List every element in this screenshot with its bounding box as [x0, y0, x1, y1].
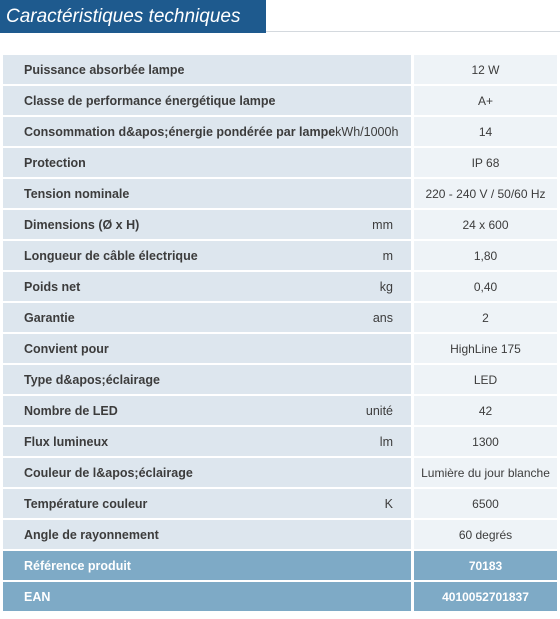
spec-value: Lumière du jour blanche: [414, 458, 557, 489]
spec-row-ean: [3, 582, 557, 613]
spec-label: Température couleur: [24, 496, 148, 511]
spec-unit: K: [384, 496, 393, 511]
spec-unit: ans: [372, 310, 393, 325]
spec-label-cell: [3, 427, 414, 458]
spec-label-cell: [3, 458, 414, 489]
spec-row-light-color: [3, 458, 557, 489]
spec-label-cell: [3, 489, 414, 520]
spec-unit: mm: [372, 217, 393, 232]
spec-label-cell: [3, 272, 414, 303]
spec-row-product-reference: [3, 551, 557, 582]
spec-row-cable-length: [3, 241, 557, 272]
specs-table: [3, 55, 557, 613]
spec-label-cell: [3, 241, 414, 272]
spec-value: 12 W: [414, 55, 557, 86]
spec-label-cell: [3, 148, 414, 179]
spec-row-power: [3, 55, 557, 86]
spec-unit: kWh/1000h: [335, 124, 399, 139]
spec-value: LED: [414, 365, 557, 396]
spec-row-consumption: [3, 117, 557, 148]
spec-value: A+: [414, 86, 557, 117]
spec-label: Référence produit: [24, 558, 131, 573]
spec-value: 24 x 600: [414, 210, 557, 241]
spec-value: 1,80: [414, 241, 557, 272]
spec-unit: m: [382, 248, 393, 263]
spec-label-cell: [3, 117, 414, 148]
spec-label-cell: [3, 551, 414, 582]
spec-label-cell: [3, 55, 414, 86]
spec-value: 6500: [414, 489, 557, 520]
spec-row-net-weight: [3, 272, 557, 303]
spec-row-led-count: [3, 396, 557, 427]
spec-value: IP 68: [414, 148, 557, 179]
spec-value: 70183: [414, 551, 557, 582]
spec-label: Tension nominale: [24, 186, 130, 201]
spec-value: HighLine 175: [414, 334, 557, 365]
spec-row-dimensions: [3, 210, 557, 241]
spec-label-cell: [3, 334, 414, 365]
spec-label: Flux lumineux: [24, 434, 109, 449]
spec-row-suitable-for: [3, 334, 557, 365]
header-divider: [266, 31, 560, 32]
spec-label-cell: [3, 86, 414, 117]
spec-label: Garantie: [24, 310, 75, 325]
section-header: [0, 0, 560, 33]
spec-label: Convient pour: [24, 341, 109, 356]
spec-label-cell: [3, 582, 414, 613]
spec-label: Couleur de l&apos;éclairage: [24, 465, 193, 480]
spec-value: 220 - 240 V / 50/60 Hz: [414, 179, 557, 210]
spec-unit: kg: [379, 279, 393, 294]
spec-unit: unité: [365, 403, 393, 418]
spec-row-lighting-type: [3, 365, 557, 396]
section-title: Caractéristiques techniques: [6, 6, 241, 27]
spec-label: Longueur de câble électrique: [24, 248, 198, 263]
spec-label: Classe de performance énergétique lampe: [24, 93, 276, 108]
spec-row-protection: [3, 148, 557, 179]
spec-unit: lm: [379, 434, 393, 449]
spec-label-cell: [3, 365, 414, 396]
spec-row-color-temperature: [3, 489, 557, 520]
spec-value: 14: [414, 117, 557, 148]
spec-label-cell: [3, 179, 414, 210]
spec-label: Nombre de LED: [24, 403, 118, 418]
spec-label: Protection: [24, 155, 86, 170]
spec-value: 1300: [414, 427, 557, 458]
spec-label-cell: [3, 303, 414, 334]
spec-row-voltage: [3, 179, 557, 210]
spec-value: 0,40: [414, 272, 557, 303]
spec-label: Type d&apos;éclairage: [24, 372, 160, 387]
spec-row-beam-angle: [3, 520, 557, 551]
spec-row-warranty: [3, 303, 557, 334]
spec-label: Dimensions (Ø x H): [24, 217, 140, 232]
spec-value: 4010052701837: [414, 582, 557, 613]
spec-value: 42: [414, 396, 557, 427]
spec-row-energy-class: [3, 86, 557, 117]
spec-label: Angle de rayonnement: [24, 527, 159, 542]
section-title-tab: [0, 0, 266, 33]
spec-label: Consommation d&apos;énergie pondérée par lampe: [24, 124, 336, 139]
spec-label-cell: [3, 210, 414, 241]
spec-value: 2: [414, 303, 557, 334]
spec-label: Puissance absorbée lampe: [24, 62, 185, 77]
spec-row-luminous-flux: [3, 427, 557, 458]
spec-label-cell: [3, 520, 414, 551]
spec-label: EAN: [24, 589, 51, 604]
spec-value: 60 degrés: [414, 520, 557, 551]
spec-label: Poids net: [24, 279, 81, 294]
spec-label-cell: [3, 396, 414, 427]
